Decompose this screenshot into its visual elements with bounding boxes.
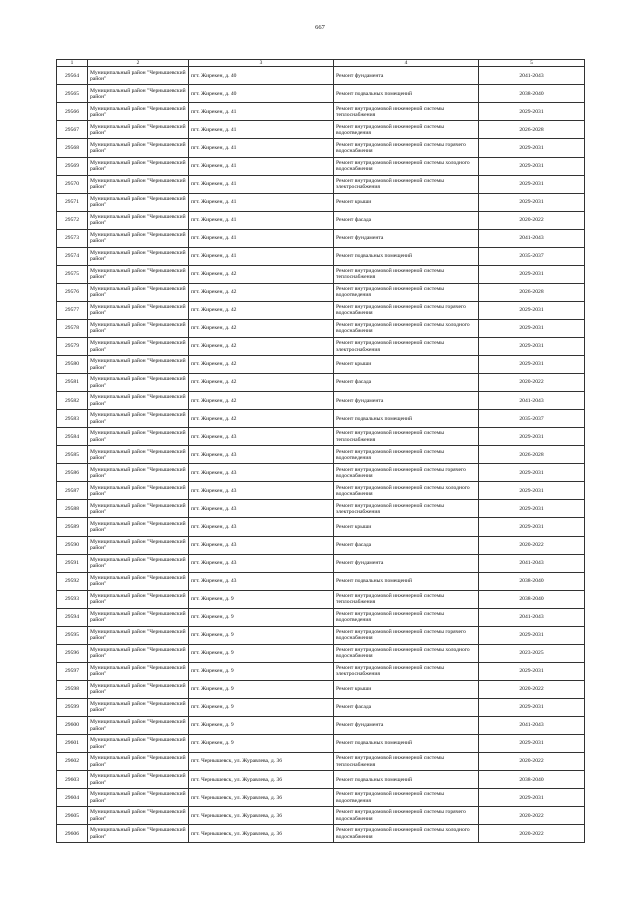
work-type-cell: Ремонт внутридомовой инженерной системы холодного водоснабжения	[334, 157, 479, 175]
district-cell: Муниципальный район "Чернышевский район"	[88, 392, 189, 410]
district-cell: Муниципальный район "Чернышевский район"	[88, 536, 189, 554]
table-row	[57, 554, 585, 572]
repair-schedule-table	[56, 59, 585, 843]
period-cell: 2041-2043	[479, 716, 585, 734]
row-number-cell: 29600	[57, 716, 88, 734]
period-cell: 2026-2028	[479, 446, 585, 464]
table-body	[57, 67, 585, 843]
period-cell: 2041-2043	[479, 229, 585, 247]
period-cell: 2020-2022	[479, 753, 585, 771]
work-type-cell: Ремонт крыши	[334, 680, 479, 698]
address-cell: пгт. Жирекен, д. 43	[189, 482, 334, 500]
work-type-cell: Ремонт подвальных помещений	[334, 410, 479, 428]
district-cell: Муниципальный район "Чернышевский район"	[88, 590, 189, 608]
period-cell: 2029-2031	[479, 301, 585, 319]
period-cell: 2041-2043	[479, 67, 585, 85]
header-col-2: 2	[88, 60, 189, 67]
work-type-cell: Ремонт внутридомовой инженерной системы теплоснабжения	[334, 753, 479, 771]
district-cell: Муниципальный район "Чернышевский район"	[88, 301, 189, 319]
address-cell: пгт. Жирекен, д. 43	[189, 572, 334, 590]
address-cell: пгт. Жирекен, д. 42	[189, 356, 334, 374]
table-row	[57, 626, 585, 644]
row-number-cell: 29568	[57, 139, 88, 157]
table-row	[57, 283, 585, 301]
work-type-cell: Ремонт внутридомовой инженерной системы холодного водоснабжения	[334, 825, 479, 843]
district-cell: Муниципальный район "Чернышевский район"	[88, 265, 189, 283]
row-number-cell: 29571	[57, 193, 88, 211]
row-number-cell: 29591	[57, 554, 88, 572]
row-number-cell: 29589	[57, 518, 88, 536]
work-type-cell: Ремонт подвальных помещений	[334, 247, 479, 265]
work-type-cell: Ремонт фасада	[334, 211, 479, 229]
district-cell: Муниципальный район "Чернышевский район"	[88, 356, 189, 374]
table-row	[57, 482, 585, 500]
period-cell: 2029-2031	[479, 428, 585, 446]
address-cell: пгт. Жирекен, д. 9	[189, 735, 334, 753]
table-row	[57, 735, 585, 753]
period-cell: 2035-2037	[479, 247, 585, 265]
row-number-cell: 29587	[57, 482, 88, 500]
table-row	[57, 157, 585, 175]
work-type-cell: Ремонт внутридомовой инженерной системы водоотведения	[334, 121, 479, 139]
period-cell: 2029-2031	[479, 157, 585, 175]
header-col-1: 1	[57, 60, 88, 67]
district-cell: Муниципальный район "Чернышевский район"	[88, 518, 189, 536]
address-cell: пгт. Жирекен, д. 40	[189, 67, 334, 85]
address-cell: пгт. Жирекен, д. 9	[189, 698, 334, 716]
period-cell: 2020-2022	[479, 680, 585, 698]
period-cell: 2020-2022	[479, 211, 585, 229]
period-cell: 2026-2028	[479, 283, 585, 301]
period-cell: 2038-2040	[479, 590, 585, 608]
work-type-cell: Ремонт фундамента	[334, 229, 479, 247]
row-number-cell: 29598	[57, 680, 88, 698]
work-type-cell: Ремонт фасада	[334, 536, 479, 554]
table-row	[57, 680, 585, 698]
table-row	[57, 536, 585, 554]
address-cell: пгт. Жирекен, д. 41	[189, 211, 334, 229]
address-cell: пгт. Жирекен, д. 43	[189, 518, 334, 536]
period-cell: 2029-2031	[479, 356, 585, 374]
address-cell: пгт. Жирекен, д. 41	[189, 157, 334, 175]
period-cell: 2029-2031	[479, 626, 585, 644]
district-cell: Муниципальный район "Чернышевский район"	[88, 85, 189, 103]
work-type-cell: Ремонт подвальных помещений	[334, 771, 479, 789]
address-cell: пгт. Жирекен, д. 41	[189, 247, 334, 265]
table-row	[57, 103, 585, 121]
district-cell: Муниципальный район "Чернышевский район"	[88, 103, 189, 121]
address-cell: пгт. Жирекен, д. 42	[189, 410, 334, 428]
period-cell: 2029-2031	[479, 500, 585, 518]
work-type-cell: Ремонт внутридомовой инженерной системы горячего водоснабжения	[334, 464, 479, 482]
table-row	[57, 500, 585, 518]
header-col-4: 4	[334, 60, 479, 67]
table-row	[57, 338, 585, 356]
period-cell: 2029-2031	[479, 139, 585, 157]
address-cell: пгт. Жирекен, д. 42	[189, 283, 334, 301]
table-row	[57, 139, 585, 157]
district-cell: Муниципальный район "Чернышевский район"	[88, 608, 189, 626]
work-type-cell: Ремонт внутридомовой инженерной системы теплоснабжения	[334, 428, 479, 446]
work-type-cell: Ремонт внутридомовой инженерной системы горячего водоснабжения	[334, 301, 479, 319]
district-cell: Муниципальный район "Чернышевский район"	[88, 410, 189, 428]
work-type-cell: Ремонт крыши	[334, 193, 479, 211]
row-number-cell: 29605	[57, 807, 88, 825]
work-type-cell: Ремонт внутридомовой инженерной системы водоотведения	[334, 283, 479, 301]
period-cell: 2041-2043	[479, 554, 585, 572]
table-row	[57, 771, 585, 789]
period-cell: 2029-2031	[479, 518, 585, 536]
district-cell: Муниципальный район "Чернышевский район"	[88, 680, 189, 698]
address-cell: пгт. Жирекен, д. 42	[189, 374, 334, 392]
district-cell: Муниципальный район "Чернышевский район"	[88, 735, 189, 753]
district-cell: Муниципальный район "Чернышевский район"	[88, 753, 189, 771]
period-cell: 2041-2043	[479, 608, 585, 626]
work-type-cell: Ремонт фундамента	[334, 716, 479, 734]
row-number-cell: 29603	[57, 771, 88, 789]
address-cell: пгт. Жирекен, д. 9	[189, 590, 334, 608]
row-number-cell: 29581	[57, 374, 88, 392]
row-number-cell: 29597	[57, 662, 88, 680]
district-cell: Муниципальный район "Чернышевский район"	[88, 644, 189, 662]
district-cell: Муниципальный район "Чернышевский район"	[88, 500, 189, 518]
work-type-cell: Ремонт внутридомовой инженерной системы теплоснабжения	[334, 590, 479, 608]
address-cell: пгт. Жирекен, д. 43	[189, 428, 334, 446]
period-cell: 2023-2025	[479, 644, 585, 662]
row-number-cell: 29570	[57, 175, 88, 193]
district-cell: Муниципальный район "Чернышевский район"	[88, 374, 189, 392]
district-cell: Муниципальный район "Чернышевский район"	[88, 283, 189, 301]
table-row	[57, 229, 585, 247]
table-row	[57, 789, 585, 807]
period-cell: 2038-2040	[479, 572, 585, 590]
work-type-cell: Ремонт внутридомовой инженерной системы электроснабжения	[334, 662, 479, 680]
district-cell: Муниципальный район "Чернышевский район"	[88, 193, 189, 211]
district-cell: Муниципальный район "Чернышевский район"	[88, 662, 189, 680]
district-cell: Муниципальный район "Чернышевский район"	[88, 825, 189, 843]
period-cell: 2029-2031	[479, 193, 585, 211]
address-cell: пгт. Жирекен, д. 42	[189, 319, 334, 337]
work-type-cell: Ремонт внутридомовой инженерной системы электроснабжения	[334, 500, 479, 518]
table-row	[57, 175, 585, 193]
row-number-cell: 29572	[57, 211, 88, 229]
district-cell: Муниципальный район "Чернышевский район"	[88, 211, 189, 229]
address-cell: пгт. Жирекен, д. 9	[189, 716, 334, 734]
work-type-cell: Ремонт фундамента	[334, 392, 479, 410]
period-cell: 2020-2022	[479, 807, 585, 825]
work-type-cell: Ремонт внутридомовой инженерной системы водоотведения	[334, 446, 479, 464]
period-cell: 2029-2031	[479, 482, 585, 500]
table-row	[57, 518, 585, 536]
district-cell: Муниципальный район "Чернышевский район"	[88, 175, 189, 193]
address-cell: пгт. Жирекен, д. 41	[189, 103, 334, 121]
address-cell: пгт. Чернышевск, ул. Журавлева, д. 36	[189, 771, 334, 789]
address-cell: пгт. Жирекен, д. 41	[189, 121, 334, 139]
period-cell: 2029-2031	[479, 735, 585, 753]
address-cell: пгт. Жирекен, д. 9	[189, 680, 334, 698]
work-type-cell: Ремонт внутридомовой инженерной системы теплоснабжения	[334, 265, 479, 283]
table-row	[57, 247, 585, 265]
header-row	[57, 60, 585, 67]
period-cell: 2029-2031	[479, 789, 585, 807]
table-row	[57, 67, 585, 85]
table-row	[57, 428, 585, 446]
district-cell: Муниципальный район "Чернышевский район"	[88, 807, 189, 825]
table-row	[57, 392, 585, 410]
period-cell: 2029-2031	[479, 338, 585, 356]
row-number-cell: 29575	[57, 265, 88, 283]
table-row	[57, 301, 585, 319]
table-row	[57, 85, 585, 103]
address-cell: пгт. Жирекен, д. 40	[189, 85, 334, 103]
address-cell: пгт. Жирекен, д. 43	[189, 464, 334, 482]
row-number-cell: 29599	[57, 698, 88, 716]
work-type-cell: Ремонт подвальных помещений	[334, 735, 479, 753]
address-cell: пгт. Чернышевск, ул. Журавлева, д. 36	[189, 807, 334, 825]
period-cell: 2029-2031	[479, 319, 585, 337]
work-type-cell: Ремонт внутридомовой инженерной системы холодного водоснабжения	[334, 482, 479, 500]
table-row	[57, 753, 585, 771]
work-type-cell: Ремонт внутридомовой инженерной системы теплоснабжения	[334, 103, 479, 121]
work-type-cell: Ремонт фундамента	[334, 67, 479, 85]
header-col-3: 3	[189, 60, 334, 67]
work-type-cell: Ремонт внутридомовой инженерной системы водоотведения	[334, 608, 479, 626]
address-cell: пгт. Жирекен, д. 43	[189, 554, 334, 572]
address-cell: пгт. Чернышевск, ул. Журавлева, д. 36	[189, 825, 334, 843]
table-row	[57, 716, 585, 734]
period-cell: 2026-2028	[479, 121, 585, 139]
work-type-cell: Ремонт внутридомовой инженерной системы холодного водоснабжения	[334, 319, 479, 337]
table-row	[57, 265, 585, 283]
address-cell: пгт. Жирекен, д. 42	[189, 338, 334, 356]
table-row	[57, 662, 585, 680]
row-number-cell: 29580	[57, 356, 88, 374]
work-type-cell: Ремонт внутридомовой инженерной системы холодного водоснабжения	[334, 644, 479, 662]
work-type-cell: Ремонт внутридомовой инженерной системы электроснабжения	[334, 175, 479, 193]
table-row	[57, 319, 585, 337]
address-cell: пгт. Жирекен, д. 43	[189, 446, 334, 464]
address-cell: пгт. Жирекен, д. 42	[189, 265, 334, 283]
period-cell: 2029-2031	[479, 175, 585, 193]
period-cell: 2029-2031	[479, 464, 585, 482]
table-row	[57, 590, 585, 608]
work-type-cell: Ремонт внутридомовой инженерной системы электроснабжения	[334, 338, 479, 356]
row-number-cell: 29574	[57, 247, 88, 265]
district-cell: Муниципальный район "Чернышевский район"	[88, 229, 189, 247]
district-cell: Муниципальный район "Чернышевский район"	[88, 716, 189, 734]
work-type-cell: Ремонт внутридомовой инженерной системы водоотведения	[334, 789, 479, 807]
row-number-cell: 29596	[57, 644, 88, 662]
row-number-cell: 29590	[57, 536, 88, 554]
row-number-cell: 29606	[57, 825, 88, 843]
address-cell: пгт. Жирекен, д. 43	[189, 500, 334, 518]
address-cell: пгт. Жирекен, д. 9	[189, 644, 334, 662]
work-type-cell: Ремонт крыши	[334, 518, 479, 536]
row-number-cell: 29594	[57, 608, 88, 626]
table-row	[57, 698, 585, 716]
district-cell: Муниципальный район "Чернышевский район"	[88, 464, 189, 482]
row-number-cell: 29569	[57, 157, 88, 175]
table-row	[57, 211, 585, 229]
row-number-cell: 29601	[57, 735, 88, 753]
row-number-cell: 29586	[57, 464, 88, 482]
district-cell: Муниципальный район "Чернышевский район"	[88, 338, 189, 356]
district-cell: Муниципальный район "Чернышевский район"	[88, 428, 189, 446]
table-row	[57, 572, 585, 590]
row-number-cell: 29602	[57, 753, 88, 771]
district-cell: Муниципальный район "Чернышевский район"	[88, 319, 189, 337]
work-type-cell: Ремонт фундамента	[334, 554, 479, 572]
address-cell: пгт. Жирекен, д. 41	[189, 193, 334, 211]
work-type-cell: Ремонт подвальных помещений	[334, 572, 479, 590]
address-cell: пгт. Жирекен, д. 42	[189, 301, 334, 319]
district-cell: Муниципальный район "Чернышевский район"	[88, 626, 189, 644]
table-row	[57, 410, 585, 428]
table-row	[57, 446, 585, 464]
table-header	[57, 60, 585, 67]
row-number-cell: 29565	[57, 85, 88, 103]
district-cell: Муниципальный район "Чернышевский район"	[88, 482, 189, 500]
row-number-cell: 29588	[57, 500, 88, 518]
row-number-cell: 29593	[57, 590, 88, 608]
row-number-cell: 29583	[57, 410, 88, 428]
header-col-5: 5	[479, 60, 585, 67]
work-type-cell: Ремонт внутридомовой инженерной системы горячего водоснабжения	[334, 807, 479, 825]
address-cell: пгт. Жирекен, д. 41	[189, 229, 334, 247]
district-cell: Муниципальный район "Чернышевский район"	[88, 247, 189, 265]
district-cell: Муниципальный район "Чернышевский район"	[88, 554, 189, 572]
table-row	[57, 356, 585, 374]
district-cell: Муниципальный район "Чернышевский район"	[88, 139, 189, 157]
address-cell: пгт. Жирекен, д. 41	[189, 139, 334, 157]
address-cell: пгт. Жирекен, д. 9	[189, 626, 334, 644]
period-cell: 2029-2031	[479, 662, 585, 680]
district-cell: Муниципальный район "Чернышевский район"	[88, 121, 189, 139]
row-number-cell: 29578	[57, 319, 88, 337]
district-cell: Муниципальный район "Чернышевский район"	[88, 771, 189, 789]
work-type-cell: Ремонт подвальных помещений	[334, 85, 479, 103]
row-number-cell: 29577	[57, 301, 88, 319]
district-cell: Муниципальный район "Чернышевский район"	[88, 698, 189, 716]
period-cell: 2029-2031	[479, 265, 585, 283]
work-type-cell: Ремонт крыши	[334, 356, 479, 374]
district-cell: Муниципальный район "Чернышевский район"	[88, 67, 189, 85]
row-number-cell: 29582	[57, 392, 88, 410]
district-cell: Муниципальный район "Чернышевский район"	[88, 789, 189, 807]
district-cell: Муниципальный район "Чернышевский район"	[88, 446, 189, 464]
row-number-cell: 29604	[57, 789, 88, 807]
district-cell: Муниципальный район "Чернышевский район"	[88, 572, 189, 590]
row-number-cell: 29564	[57, 67, 88, 85]
row-number-cell: 29585	[57, 446, 88, 464]
address-cell: пгт. Жирекен, д. 9	[189, 662, 334, 680]
row-number-cell: 29567	[57, 121, 88, 139]
address-cell: пгт. Жирекен, д. 43	[189, 536, 334, 554]
district-cell: Муниципальный район "Чернышевский район"	[88, 157, 189, 175]
row-number-cell: 29579	[57, 338, 88, 356]
row-number-cell: 29573	[57, 229, 88, 247]
address-cell: пгт. Жирекен, д. 9	[189, 608, 334, 626]
row-number-cell: 29566	[57, 103, 88, 121]
period-cell: 2038-2040	[479, 85, 585, 103]
work-type-cell: Ремонт фасада	[334, 698, 479, 716]
period-cell: 2020-2022	[479, 825, 585, 843]
row-number-cell: 29576	[57, 283, 88, 301]
table-row	[57, 374, 585, 392]
address-cell: пгт. Чернышевск, ул. Журавлева, д. 36	[189, 753, 334, 771]
work-type-cell: Ремонт фасада	[334, 374, 479, 392]
table-row	[57, 825, 585, 843]
period-cell: 2020-2022	[479, 536, 585, 554]
address-cell: пгт. Чернышевск, ул. Журавлева, д. 36	[189, 789, 334, 807]
table-row	[57, 464, 585, 482]
table-row	[57, 807, 585, 825]
period-cell: 2038-2040	[479, 771, 585, 789]
table-row	[57, 193, 585, 211]
period-cell: 2029-2031	[479, 698, 585, 716]
table-row	[57, 644, 585, 662]
row-number-cell: 29584	[57, 428, 88, 446]
period-cell: 2029-2031	[479, 103, 585, 121]
table-row	[57, 608, 585, 626]
page-number: 667	[315, 24, 325, 31]
period-cell: 2041-2043	[479, 392, 585, 410]
period-cell: 2020-2022	[479, 374, 585, 392]
work-type-cell: Ремонт внутридомовой инженерной системы горячего водоснабжения	[334, 626, 479, 644]
address-cell: пгт. Жирекен, д. 42	[189, 392, 334, 410]
address-cell: пгт. Жирекен, д. 41	[189, 175, 334, 193]
table-row	[57, 121, 585, 139]
period-cell: 2035-2037	[479, 410, 585, 428]
row-number-cell: 29592	[57, 572, 88, 590]
work-type-cell: Ремонт внутридомовой инженерной системы горячего водоснабжения	[334, 139, 479, 157]
row-number-cell: 29595	[57, 626, 88, 644]
